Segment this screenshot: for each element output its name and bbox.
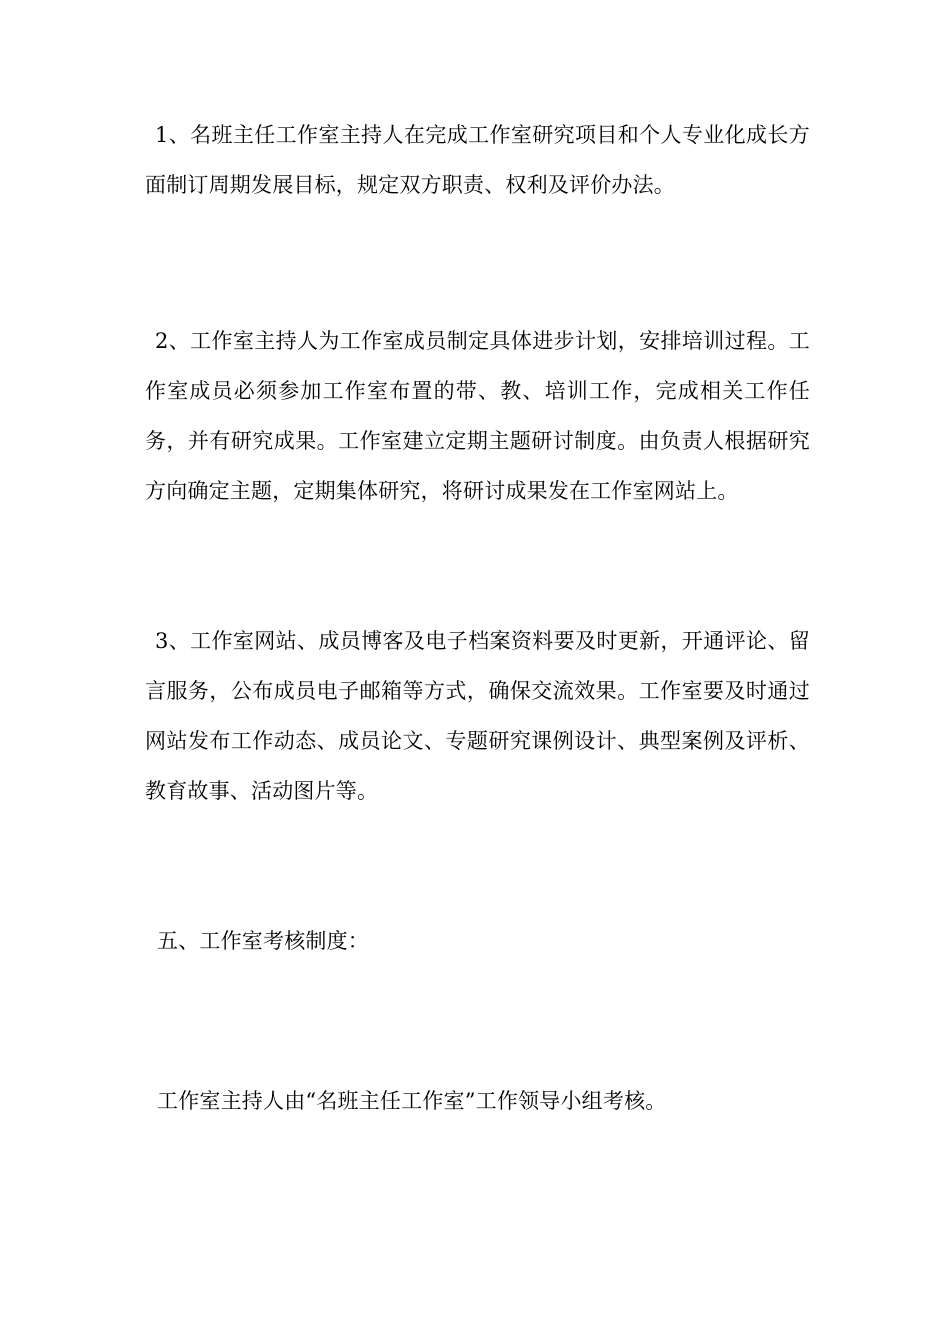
paragraph-item-1: 1、名班主任工作室主持人在完成工作室研究项目和个人专业化成长方面制订周期发展目标，规定双方职责、权利及评价办法。	[145, 123, 810, 197]
paragraph-item-3: 3、工作室网站、成员博客及电子档案资料要及时更新，开通评论、留言服务，公布成员电子邮箱等方式，确保交流效果。工作室要及时通过网站发布工作动态、成员论文、专题研究课例设计、典型案例及评析、教育故事、活动图片等。	[145, 629, 810, 803]
paragraph-item-2: 2、工作室主持人为工作室成员制定具体进步计划，安排培训过程。工作室成员必须参加工作室布置的带、教、培训工作，完成相关工作任务，并有研究成果。工作室建立定期主题研讨制度。由负责人根据研究方向确定主题，定期集体研究，将研讨成果发在工作室网站上。	[145, 329, 810, 503]
section-heading: 五、工作室考核制度：	[157, 929, 369, 953]
paragraph-assessment: 工作室主持人由“名班主任工作室”工作领导小组考核。	[157, 1089, 667, 1113]
